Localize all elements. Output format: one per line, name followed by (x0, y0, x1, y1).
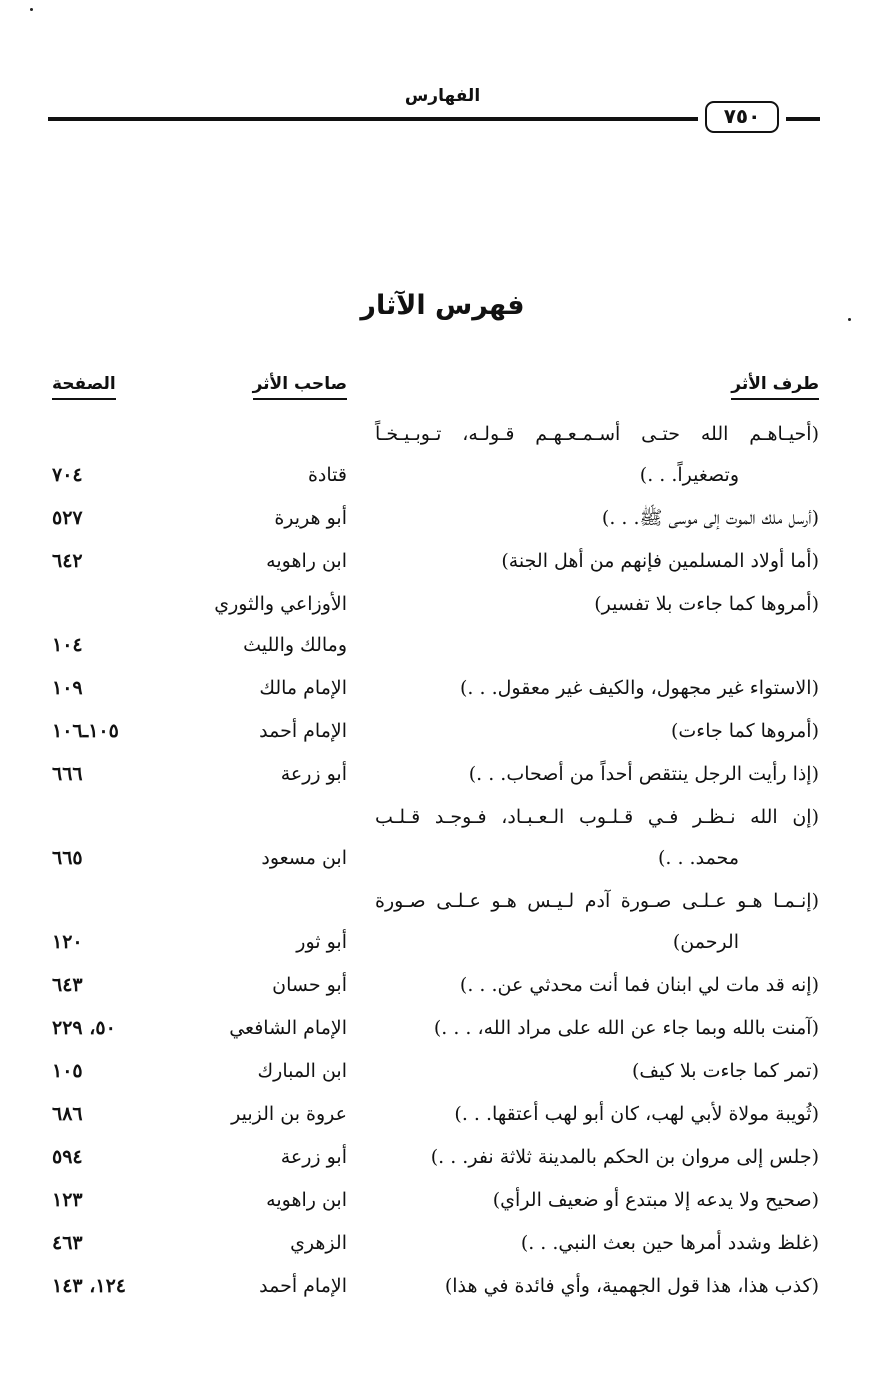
page-reference-value: ٦٤٢ (52, 550, 83, 572)
athar-text (375, 1094, 819, 1135)
athar-text-line: وتصغيراً. . .) (639, 464, 739, 486)
page-reference (52, 625, 182, 666)
narrator-line: ابن راهويه (266, 550, 347, 572)
athar-narrator (167, 1008, 347, 1049)
page-reference (52, 1008, 182, 1049)
page-reference (52, 541, 182, 582)
index-entry (0, 668, 885, 711)
page-reference (52, 1094, 182, 1135)
page-reference-value: ٥٠، ٢٢٩ (52, 1017, 116, 1039)
athar-text-line: (آمنت بالله وبما جاء عن الله على مراد الله، . . .) (433, 1017, 819, 1039)
athar-text-line: (صحيح ولا يدعه إلا مبتدع أو ضعيف الرأي) (492, 1189, 819, 1211)
athar-text (375, 1137, 819, 1178)
athar-text-line: (تمر كما جاءت بلا كيف) (632, 1060, 819, 1082)
index-entry (0, 584, 885, 668)
narrator-line: الإمام الشافعي (229, 1017, 347, 1039)
narrator-line: الزهري (290, 1232, 347, 1254)
page-reference (52, 1051, 182, 1092)
index-entry (0, 1266, 885, 1309)
header-rule-left (48, 117, 698, 121)
athar-text (375, 584, 819, 625)
athar-narrator (167, 455, 347, 496)
page-reference (52, 922, 182, 963)
index-title: فهرس الآثار (360, 290, 525, 321)
athar-narrator (167, 1137, 347, 1178)
athar-text-line: (أحيـاهـم الله حتـى أسـمـعـهـم قـولـه، تـوبـيـخـاً (375, 423, 819, 445)
athar-narrator (167, 754, 347, 795)
athar-text (375, 668, 819, 709)
page-number-badge: ٧٥٠ (705, 101, 779, 133)
athar-text-line: (أمروها كما جاءت بلا تفسير) (594, 593, 819, 615)
athar-narrator (167, 1223, 347, 1264)
page-reference-value: ٥٢٧ (52, 507, 83, 529)
page-reference (52, 1266, 182, 1307)
narrator-line: الأوزاعي والثوري (214, 593, 347, 615)
page-reference-value: ٦٦٥ (52, 847, 83, 869)
page-reference-value: ١٠٥ـ١٠٦ (52, 720, 119, 742)
index-entry (0, 1008, 885, 1051)
page-reference (52, 1180, 182, 1221)
running-title: الفهارس (404, 86, 481, 106)
narrator-line: الإمام أحمد (259, 720, 347, 742)
page-reference (52, 838, 182, 879)
athar-text (375, 1266, 819, 1307)
page-reference-value: ١٢٠ (52, 931, 83, 953)
athar-narrator (167, 1094, 347, 1135)
athar-text (375, 1223, 819, 1264)
athar-text (375, 881, 819, 963)
athar-text-line: محمد. . .) (657, 847, 739, 869)
page-reference (52, 498, 182, 539)
page-reference (52, 668, 182, 709)
athar-text (375, 498, 819, 539)
index-entry (0, 797, 885, 881)
page-reference-value: ١٠٤ (52, 634, 83, 656)
index-entry (0, 1180, 885, 1223)
athar-text (375, 797, 819, 879)
index-entry (0, 711, 885, 754)
index-entry (0, 541, 885, 584)
athar-narrator (167, 965, 347, 1006)
narrator-line: الإمام أحمد (259, 1275, 347, 1297)
page-reference-value: ٤٦٣ (52, 1232, 83, 1254)
athar-text (375, 965, 819, 1006)
athar-text-line: (إن الله نـظـر فـي قـلـوب الـعـبـاد، فـوجـد قـلـب (375, 806, 819, 828)
athar-narrator (167, 1266, 347, 1307)
narrator-line: عروة بن الزبير (231, 1103, 347, 1125)
column-header-sahib: صاحب الأثر (253, 374, 347, 400)
narrator-line: ابن راهويه (266, 1189, 347, 1211)
athar-narrator (167, 922, 347, 963)
page-reference-value: ١٢٣ (52, 1189, 83, 1211)
index-entry (0, 1223, 885, 1266)
index-entry (0, 754, 885, 797)
index-entry (0, 1051, 885, 1094)
athar-text (375, 711, 819, 752)
page-reference-value: ١٠٥ (52, 1060, 83, 1082)
athar-text (375, 1180, 819, 1221)
athar-text-line: (غلظ وشدد أمرها حين بعث النبي. . .) (520, 1232, 819, 1254)
page-reference-value: ١٢٤، ١٤٣ (52, 1275, 126, 1297)
page-reference (52, 455, 182, 496)
index-entry (0, 965, 885, 1008)
athar-text (375, 1051, 819, 1092)
page-reference-value: ٥٩٤ (52, 1146, 83, 1168)
narrator-line: أبو حسان (272, 974, 347, 996)
column-header-page: الصفحة (52, 374, 116, 400)
scan-speck (30, 8, 33, 11)
narrator-line: أبو زرعة (280, 1146, 347, 1168)
athar-narrator (167, 498, 347, 539)
page-reference-value: ٦٦٦ (52, 763, 83, 785)
narrator-line: أبو زرعة (280, 763, 347, 785)
page-reference (52, 965, 182, 1006)
narrator-line: أبو ثور (296, 931, 347, 953)
index-entry (0, 881, 885, 965)
column-header-athar: طرف الأثر (731, 374, 819, 400)
page-reference (52, 754, 182, 795)
athar-text-line: (أما أولاد المسلمين فإنهم من أهل الجنة) (501, 550, 819, 572)
athar-text-line: (جلس إلى مروان بن الحكم بالمدينة ثلاثة نفر. . .) (430, 1146, 819, 1168)
athar-text-line: (إنه قد مات لي ابنان فما أنت محدثي عن. . .) (459, 974, 819, 996)
athar-narrator (167, 1180, 347, 1221)
narrator-line: ابن مسعود (261, 847, 347, 869)
athar-narrator (167, 1051, 347, 1092)
index-entry (0, 414, 885, 498)
narrator-line: ابن المبارك (257, 1060, 347, 1082)
page-reference-value: ١٠٩ (52, 677, 83, 699)
page-reference (52, 1137, 182, 1178)
narrator-line: ومالك والليث (243, 634, 347, 656)
page-reference (52, 711, 182, 752)
page-reference-value: ٦٨٦ (52, 1103, 83, 1125)
header-rule-right (786, 117, 820, 121)
athar-text-line: (كذب هذا، هذا قول الجهمية، وأي فائدة في هذا) (444, 1275, 819, 1297)
athar-text (375, 414, 819, 496)
page-reference-value: ٧٠٤ (52, 464, 83, 486)
athar-text (375, 754, 819, 795)
page-reference (52, 1223, 182, 1264)
athar-text-line: (ثُويبة مولاة لأبي لهب، كان أبو لهب أعتقها. . .) (454, 1103, 819, 1125)
index-entry (0, 498, 885, 541)
index-entry (0, 1094, 885, 1137)
athar-narrator (167, 711, 347, 752)
narrator-line: الإمام مالك (259, 677, 347, 699)
athar-text-line: (إذا رأيت الرجل ينتقص أحداً من أصحاب. . .) (468, 763, 819, 785)
athar-text-line: الرحمن) (672, 931, 739, 953)
athar-text (375, 1008, 819, 1049)
athar-text-line: (إنـمـا هـو عـلـى صـورة آدم لـيـس هـو عـلـى صـورة (375, 890, 819, 912)
athar-index-list (0, 414, 885, 1309)
athar-narrator (167, 541, 347, 582)
athar-text (375, 541, 819, 582)
index-entry (0, 1137, 885, 1180)
athar-narrator (167, 838, 347, 879)
narrator-line: أبو هريرة (274, 507, 347, 529)
athar-text-line: (أمروها كما جاءت) (670, 720, 819, 742)
athar-text-line: (أرسل ملك الموت إلى موسى ﷺ. . .) (601, 507, 819, 529)
athar-narrator (167, 584, 347, 666)
athar-narrator (167, 668, 347, 709)
narrator-line: قتادة (307, 464, 347, 486)
athar-text-line: (الاستواء غير مجهول، والكيف غير معقول. . .) (460, 677, 819, 699)
page-reference-value: ٦٤٣ (52, 974, 83, 996)
